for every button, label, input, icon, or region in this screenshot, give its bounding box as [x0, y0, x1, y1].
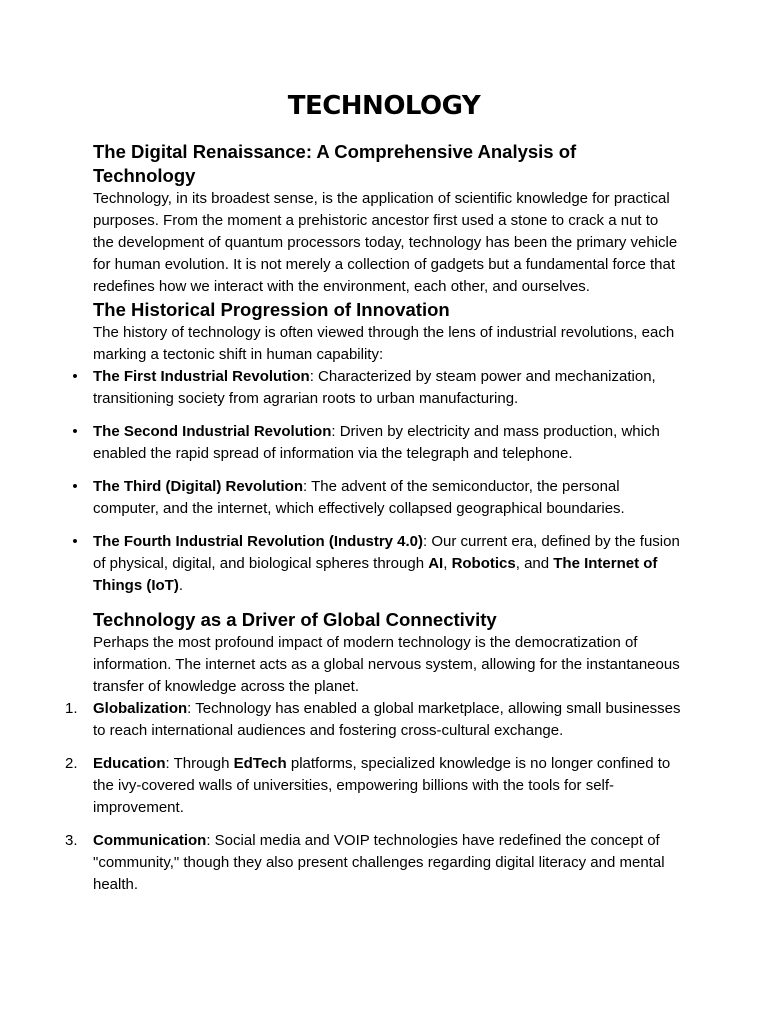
list-item	[65, 698, 683, 742]
list-item	[65, 830, 683, 896]
list-item-term: The Second Industrial Revolution	[93, 423, 332, 440]
list-item-emphasis: EdTech	[233, 755, 287, 772]
spacer	[93, 597, 683, 608]
number-marker: 3.	[65, 832, 78, 849]
bullet-marker: •	[72, 533, 78, 550]
document-title: TECHNOLOGY	[287, 91, 481, 121]
list-item-text: : Driven by electricity and mass production, which enabled the rapid spread of information via the telegraph and telephone.	[93, 423, 660, 462]
list-item-text: : The advent of the semiconductor, the personal computer, and the internet, which effectively collapsed geographical boundaries.	[93, 478, 625, 517]
list-item	[72, 476, 683, 520]
list-item-text: : Technology has enabled a global marketplace, allowing small businesses to reach international audiences and fostering cross-cultural exchange.	[93, 700, 681, 739]
list-item-end: .	[178, 577, 183, 594]
list-item-term: Education	[93, 755, 166, 772]
list-item-text: : Social media and VOIP technologies have redefined the concept of "community," though they also present challenges regarding digital literacy and mental health.	[93, 832, 665, 893]
list-item	[72, 531, 683, 597]
list-item-text: : Our current era, defined by the fusion of physical, digital, and biological spheres through	[93, 533, 680, 572]
list-item-term: The Fourth Industrial Revolution (Industry 4.0)	[93, 533, 424, 550]
section-heading-digital-renaissance: The Digital Renaissance: A Comprehensive Analysis of Technology	[93, 141, 577, 186]
list-item-emphasis: AI	[428, 555, 444, 572]
list-item-text: : Characterized by steam power and mechanization, transitioning society from agrarian roots to urban manufacturing.	[93, 368, 656, 407]
list-item-term: The First Industrial Revolution	[93, 368, 310, 385]
list-item-term: Globalization	[93, 700, 188, 717]
section-intro-historical-progression: The history of technology is often viewed through the lens of industrial revolutions, each marking a tectonic shift in human capability:	[93, 324, 675, 363]
bullet-marker: •	[72, 368, 78, 385]
number-marker: 2.	[65, 755, 78, 772]
list-item-separator: , and	[515, 555, 554, 572]
list-item	[72, 366, 683, 410]
list-item-pre: : Through	[165, 755, 234, 772]
list-item-emphasis: The Internet of Things (IoT)	[93, 555, 658, 594]
bullet-marker: •	[72, 478, 78, 495]
connectivity-list	[65, 698, 683, 896]
list-item-term: Communication	[93, 832, 207, 849]
list-item-text: platforms, specialized knowledge is no longer confined to the ivy-covered walls of universities, empowering billions with the tools for self-improvement.	[93, 755, 671, 816]
section-intro-digital-renaissance: Technology, in its broadest sense, is the application of scientific knowledge for practical purposes. From the moment a prehistoric ancestor first used a stone to crack a nut to the development of quantum processors today, technology has been the primary vehicle for human evolution. It is not merely a collection of gadgets but a fundamental force that redefines how we interact with the environment, each other, and ourselves.	[93, 190, 678, 295]
number-marker: 1.	[65, 700, 78, 717]
section-heading-global-connectivity: Technology as a Driver of Global Connectivity	[93, 609, 497, 630]
list-item-term: The Third (Digital) Revolution	[93, 478, 303, 495]
list-item	[65, 753, 683, 819]
list-item	[72, 421, 683, 465]
document-body	[65, 140, 683, 896]
list-item-separator: ,	[443, 555, 452, 572]
list-item-emphasis: Robotics	[451, 555, 516, 572]
bullet-marker: •	[72, 423, 78, 440]
section-heading-historical-progression: The Historical Progression of Innovation	[93, 299, 450, 320]
revolutions-list	[72, 366, 683, 597]
section-intro-global-connectivity: Perhaps the most profound impact of modern technology is the democratization of information. The internet acts as a global nervous system, allowing for the instantaneous transfer of knowledge across the planet.	[93, 634, 680, 695]
